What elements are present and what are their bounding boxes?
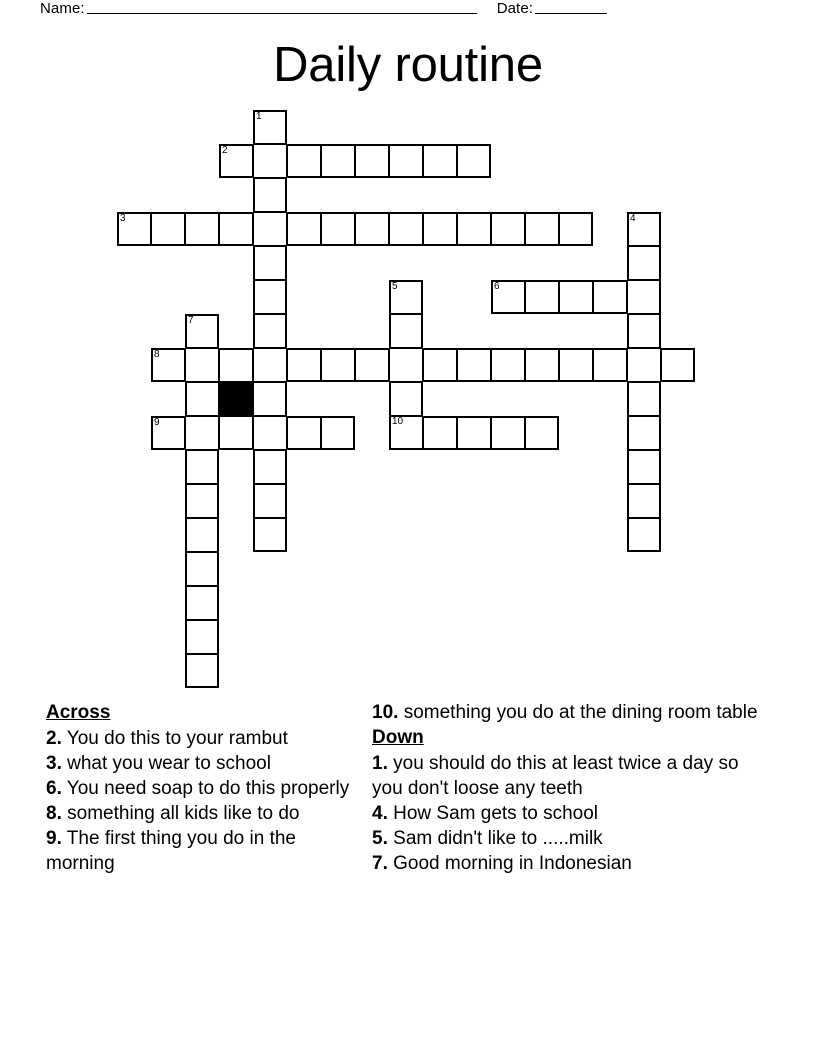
- clue-text: You need soap to do this properly: [66, 778, 350, 799]
- grid-cell[interactable]: [661, 348, 695, 382]
- grid-cell[interactable]: [185, 416, 219, 450]
- grid-cell[interactable]: [355, 212, 389, 246]
- grid-cell[interactable]: [253, 246, 287, 280]
- grid-cell[interactable]: [253, 518, 287, 552]
- grid-cell[interactable]: [287, 416, 321, 450]
- grid-cell[interactable]: [253, 314, 287, 348]
- grid-cell[interactable]: [627, 382, 661, 416]
- grid-cell[interactable]: [355, 348, 389, 382]
- grid-cell[interactable]: [253, 280, 287, 314]
- grid-cell[interactable]: [389, 416, 423, 450]
- grid-cell[interactable]: [355, 144, 389, 178]
- grid-cell[interactable]: [457, 416, 491, 450]
- grid-cell[interactable]: [219, 416, 253, 450]
- clue-number: 5.: [372, 828, 388, 849]
- clue-text: You do this to your rambut: [66, 728, 288, 749]
- grid-cell[interactable]: [627, 450, 661, 484]
- grid-cell[interactable]: [185, 450, 219, 484]
- grid-cell[interactable]: [457, 348, 491, 382]
- grid-cell-number: 1: [256, 111, 262, 122]
- grid-cell[interactable]: [253, 382, 287, 416]
- grid-cell[interactable]: [525, 416, 559, 450]
- clue-across-2: [46, 726, 366, 751]
- grid-cell[interactable]: [151, 212, 185, 246]
- grid-cell[interactable]: [219, 144, 253, 178]
- grid-cell[interactable]: [253, 484, 287, 518]
- grid-cell[interactable]: [559, 212, 593, 246]
- grid-cell[interactable]: [321, 416, 355, 450]
- clue-text: Sam didn't like to .....milk: [393, 828, 603, 849]
- clue-across-3: [46, 751, 366, 776]
- grid-cell[interactable]: [593, 348, 627, 382]
- grid-cell[interactable]: [389, 314, 423, 348]
- grid-cell[interactable]: [457, 212, 491, 246]
- grid-cell[interactable]: [525, 348, 559, 382]
- grid-cell[interactable]: [593, 280, 627, 314]
- grid-cell[interactable]: [253, 416, 287, 450]
- grid-cell-number: 7: [188, 315, 194, 326]
- clue-across-6: [46, 776, 366, 801]
- grid-cell[interactable]: [151, 348, 185, 382]
- clues-section: [0, 700, 816, 980]
- grid-cell[interactable]: [491, 348, 525, 382]
- grid-cell[interactable]: [219, 212, 253, 246]
- clue-text: The first thing you do in the morning: [46, 828, 296, 874]
- grid-cell[interactable]: [627, 348, 661, 382]
- clue-number: 1.: [372, 753, 388, 774]
- grid-cell[interactable]: [185, 620, 219, 654]
- grid-cell[interactable]: [185, 348, 219, 382]
- grid-cell[interactable]: [185, 654, 219, 688]
- grid-cell[interactable]: [253, 110, 287, 144]
- grid-cell[interactable]: [253, 178, 287, 212]
- grid-cell[interactable]: [491, 416, 525, 450]
- grid-cell-number: 2: [222, 145, 228, 156]
- grid-cell[interactable]: [287, 348, 321, 382]
- clue-text: Good morning in Indonesian: [393, 853, 632, 874]
- across-heading: Across: [46, 702, 111, 723]
- grid-cell[interactable]: [321, 144, 355, 178]
- clue-number: 6.: [46, 778, 62, 799]
- clues-column-left: [0, 700, 366, 876]
- grid-cell[interactable]: [627, 518, 661, 552]
- grid-cell[interactable]: [627, 212, 661, 246]
- clue-number: 8.: [46, 803, 62, 824]
- clue-down-1: [372, 751, 770, 801]
- clue-down-4: [372, 801, 770, 826]
- clue-text: you should do this at least twice a day so you don't loose any teeth: [372, 753, 739, 799]
- date-label: Date:: [496, 0, 534, 17]
- grid-cell[interactable]: [321, 348, 355, 382]
- grid-cell[interactable]: [423, 212, 457, 246]
- clue-number: 3.: [46, 753, 62, 774]
- grid-cell[interactable]: [389, 280, 423, 314]
- grid-cell[interactable]: [559, 348, 593, 382]
- grid-cell[interactable]: [185, 518, 219, 552]
- clue-across-9: [46, 826, 366, 876]
- clue-down-7: [372, 851, 770, 876]
- clue-number: 4.: [372, 803, 388, 824]
- clue-number: 9.: [46, 828, 62, 849]
- grid-cell[interactable]: [423, 144, 457, 178]
- grid-cell[interactable]: [185, 314, 219, 348]
- grid-cell[interactable]: [185, 552, 219, 586]
- clue-number: 2.: [46, 728, 62, 749]
- grid-cell[interactable]: [219, 348, 253, 382]
- grid-cell[interactable]: [525, 280, 559, 314]
- page-title: Daily routine: [273, 38, 543, 92]
- grid-cell[interactable]: [457, 144, 491, 178]
- grid-cell[interactable]: [321, 212, 355, 246]
- grid-cell[interactable]: [627, 314, 661, 348]
- clue-text: something all kids like to do: [67, 803, 300, 824]
- clue-across-8: [46, 801, 366, 826]
- grid-cell-number: 10: [392, 416, 404, 427]
- grid-cell-number: 5: [392, 281, 398, 292]
- grid-cell[interactable]: [559, 280, 593, 314]
- grid-cell[interactable]: [117, 212, 151, 246]
- down-heading: Down: [372, 727, 424, 748]
- grid-cell[interactable]: [491, 280, 525, 314]
- grid-cell[interactable]: [185, 212, 219, 246]
- grid-cell-number: 3: [120, 213, 126, 224]
- grid-cell[interactable]: [627, 280, 661, 314]
- clue-number: 7.: [372, 853, 388, 874]
- clue-across-10: [372, 700, 770, 725]
- grid-cell[interactable]: [287, 144, 321, 178]
- grid-cell[interactable]: [253, 348, 287, 382]
- grid-cell[interactable]: [253, 144, 287, 178]
- grid-cell[interactable]: [185, 484, 219, 518]
- grid-cell[interactable]: [423, 416, 457, 450]
- grid-cell[interactable]: [627, 246, 661, 280]
- grid-cell[interactable]: [151, 416, 185, 450]
- name-label: Name:: [40, 0, 85, 17]
- grid-cell-number: 8: [154, 349, 160, 360]
- grid-cell-number: 9: [154, 417, 160, 428]
- clue-text: How Sam gets to school: [393, 803, 599, 824]
- grid-cell[interactable]: [627, 484, 661, 518]
- clue-text: something you do at the dining room table: [403, 702, 758, 723]
- grid-cell[interactable]: [389, 382, 423, 416]
- grid-cell[interactable]: [389, 144, 423, 178]
- grid-cell[interactable]: [389, 348, 423, 382]
- grid-cell[interactable]: [185, 382, 219, 416]
- grid-cell[interactable]: [491, 212, 525, 246]
- grid-cell-number: 6: [494, 281, 500, 292]
- grid-cell[interactable]: [389, 212, 423, 246]
- clue-text: what you wear to school: [67, 753, 271, 774]
- grid-cell[interactable]: [627, 416, 661, 450]
- clue-number: 10.: [372, 702, 399, 723]
- grid-cell[interactable]: [253, 212, 287, 246]
- grid-cell[interactable]: [253, 450, 287, 484]
- grid-cell[interactable]: [185, 586, 219, 620]
- grid-cell[interactable]: [287, 212, 321, 246]
- clue-down-5: [372, 826, 770, 851]
- grid-cell-number: 4: [630, 213, 636, 224]
- clues-column-right: [366, 700, 770, 876]
- grid-cell[interactable]: [423, 348, 457, 382]
- grid-cell[interactable]: [525, 212, 559, 246]
- grid-block-cell: [219, 382, 253, 416]
